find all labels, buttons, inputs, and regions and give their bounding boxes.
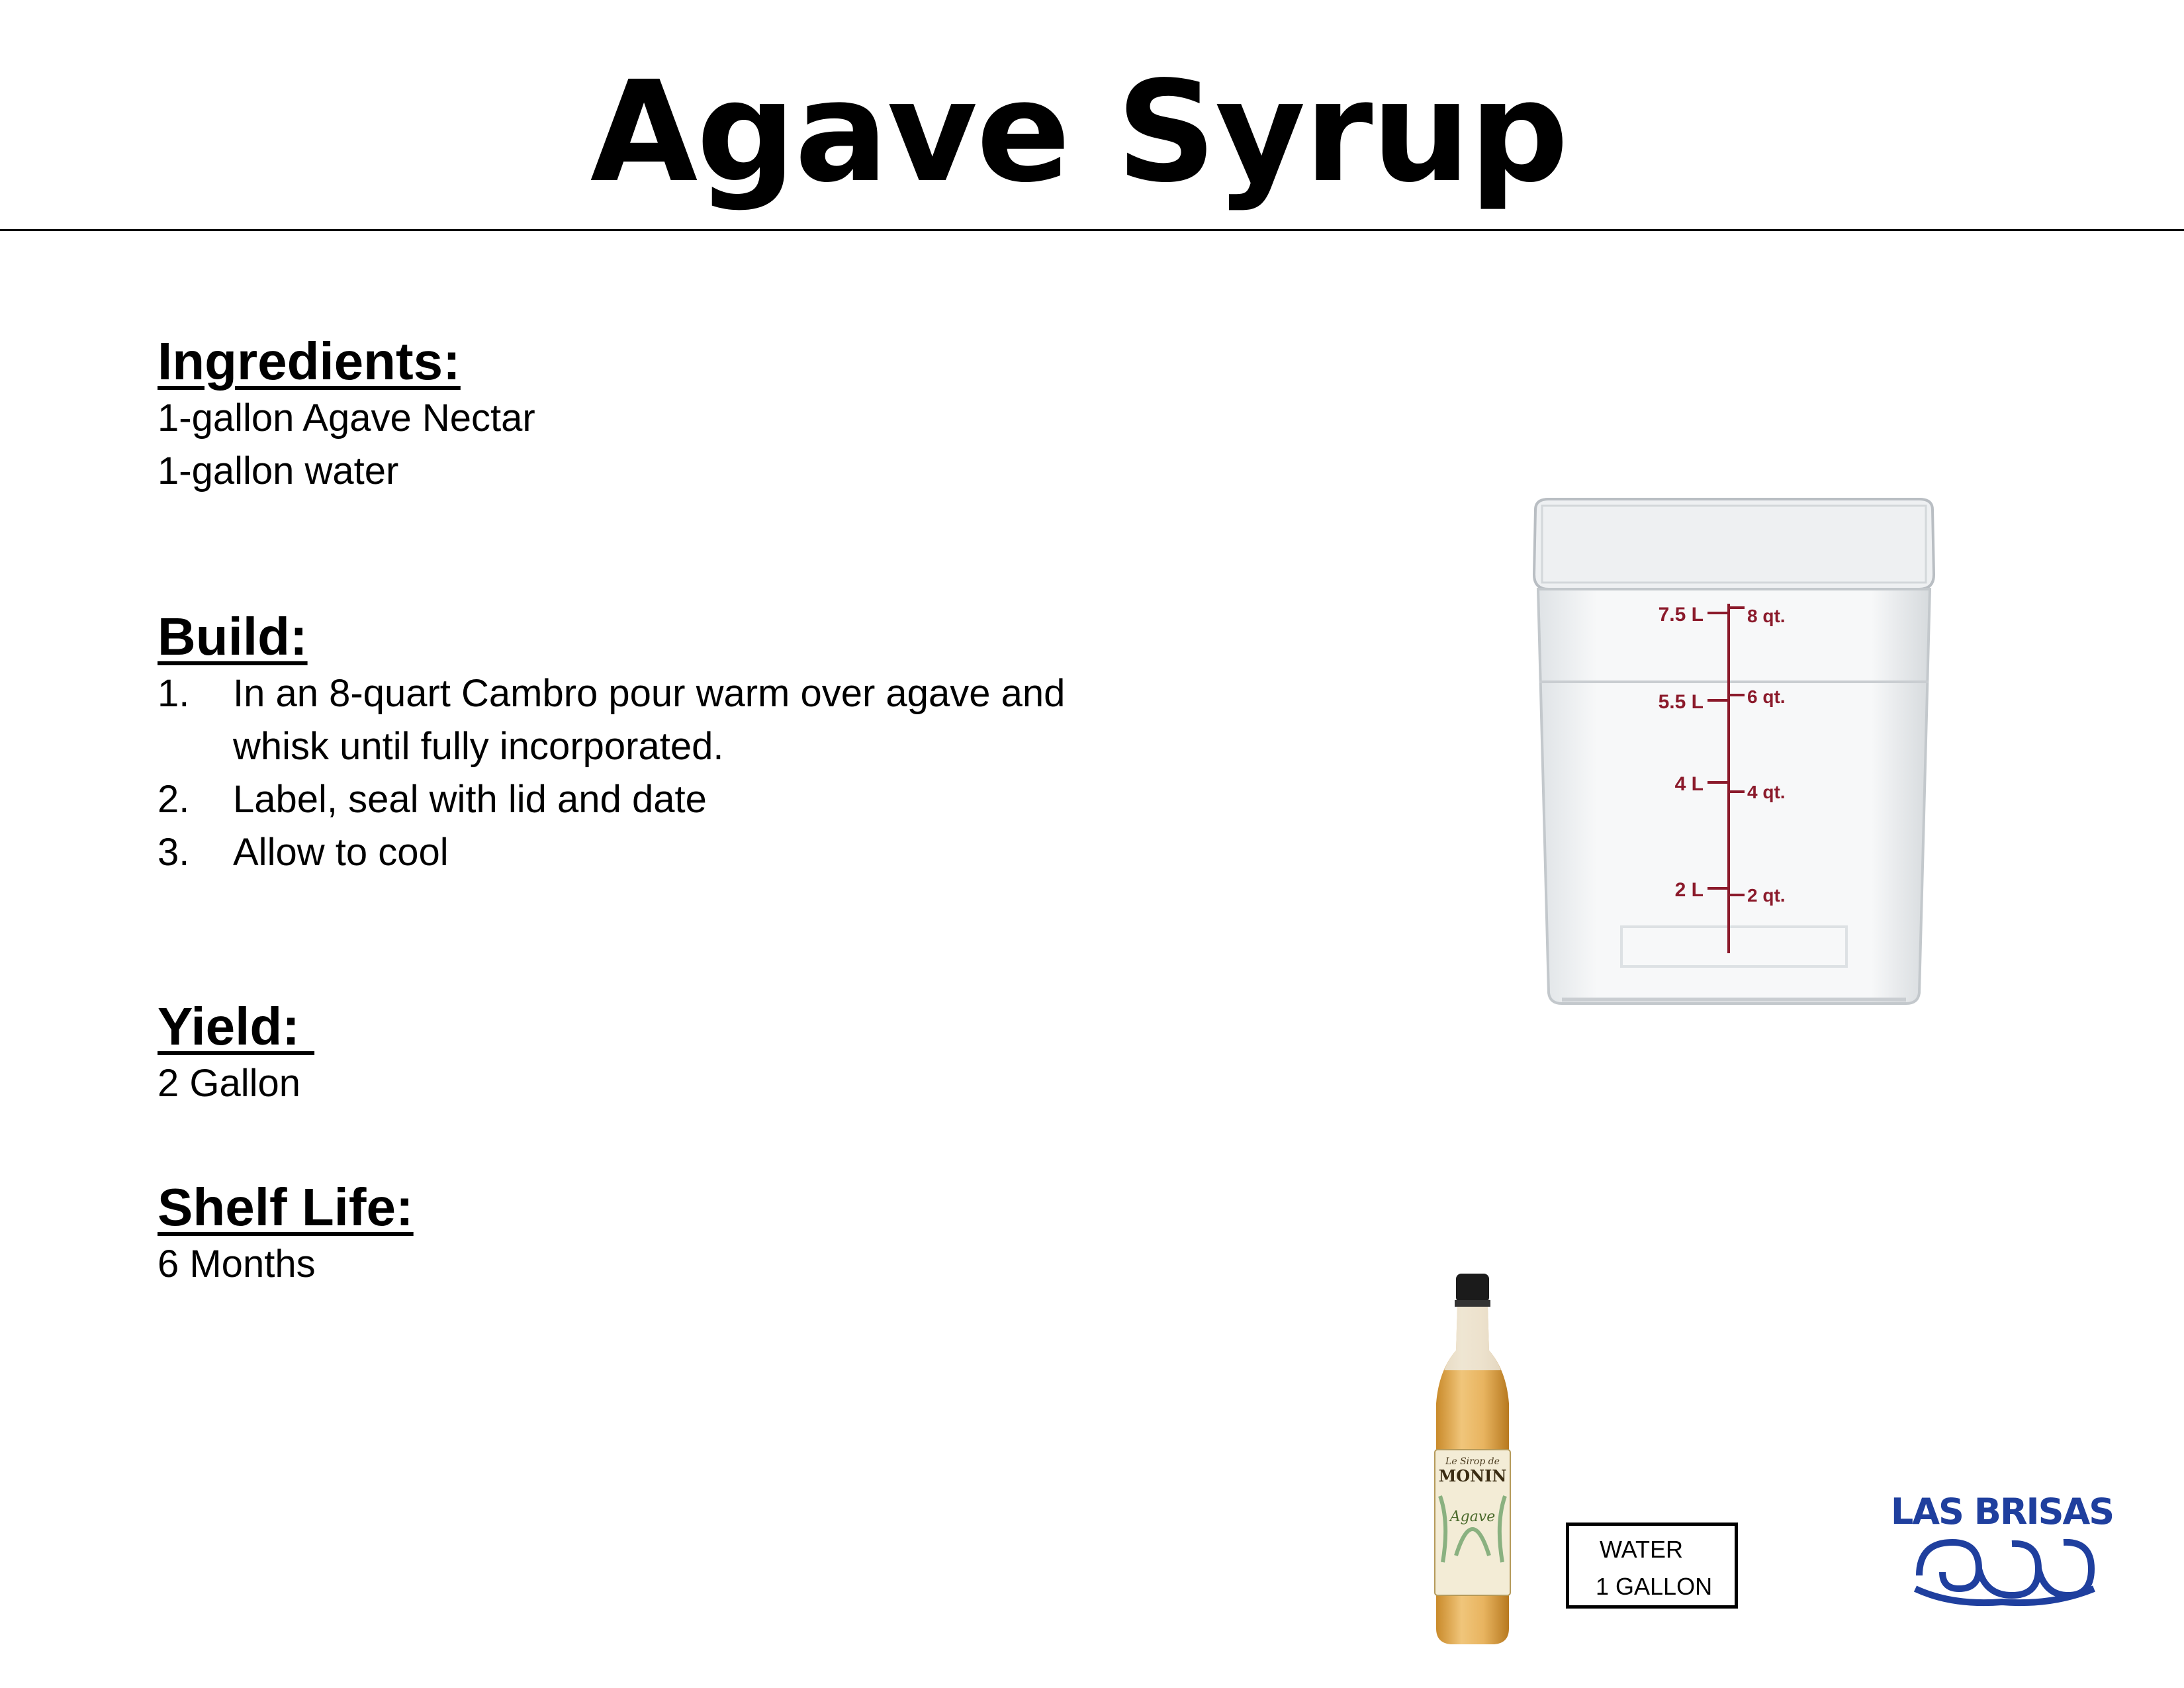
page-title: Agave Syrup — [590, 51, 1568, 213]
step-text: In an 8-quart Cambro pour warm over agave and whisk until fully incorporated. — [233, 672, 1066, 768]
build-heading: Build: — [158, 607, 308, 666]
yield-value: 2 Gallon — [158, 1062, 301, 1105]
cambro-container-image — [1522, 490, 1946, 1013]
step-number: 3. — [158, 831, 190, 874]
water-label-box — [1566, 1523, 1738, 1609]
build-step — [158, 826, 1150, 879]
water-label: WATER — [1600, 1536, 1683, 1563]
ingredient-item: 1-gallon Agave Nectar — [158, 397, 535, 440]
liter-mark: 7.5 L — [1658, 604, 1704, 626]
ingredients-heading: Ingredients: — [158, 332, 461, 391]
quart-mark: 2 qt. — [1747, 885, 1786, 906]
liter-mark: 4 L — [1674, 773, 1704, 795]
bottle-brand-top: Le Sirop de — [1445, 1456, 1500, 1467]
liter-mark: 5.5 L — [1658, 691, 1704, 713]
yield-heading: Yield: — [158, 997, 315, 1056]
step-text: Label, seal with lid and date — [233, 778, 707, 821]
build-step — [158, 773, 1150, 826]
quart-mark: 4 qt. — [1747, 782, 1786, 802]
step-number: 1. — [158, 672, 190, 715]
wave-icon — [1915, 1542, 2094, 1603]
water-quantity: 1 GALLON — [1596, 1573, 1713, 1600]
quart-mark: 6 qt. — [1747, 686, 1786, 707]
title-divider — [0, 229, 2184, 231]
build-steps — [158, 667, 1150, 879]
quart-mark: 8 qt. — [1747, 606, 1786, 626]
logo-text: LAS BRISAS — [1890, 1491, 2114, 1532]
ingredient-item: 1-gallon water — [158, 449, 399, 492]
agave-bottle-image — [1423, 1271, 1522, 1648]
step-text: Allow to cool — [233, 831, 449, 874]
build-step — [158, 667, 1150, 773]
shelf-life-value: 6 Months — [158, 1243, 316, 1286]
shelf-life-section — [158, 1177, 414, 1291]
bottle-flavor: Agave — [1449, 1509, 1496, 1525]
las-brisas-logo — [1890, 1489, 2114, 1609]
yield-section — [158, 996, 314, 1110]
build-section — [158, 606, 1150, 879]
step-number: 2. — [158, 778, 190, 821]
liter-mark: 2 L — [1674, 879, 1704, 901]
bottle-brand: MONIN — [1438, 1466, 1507, 1485]
ingredients-section — [158, 331, 535, 498]
shelf-life-heading: Shelf Life: — [158, 1178, 414, 1237]
